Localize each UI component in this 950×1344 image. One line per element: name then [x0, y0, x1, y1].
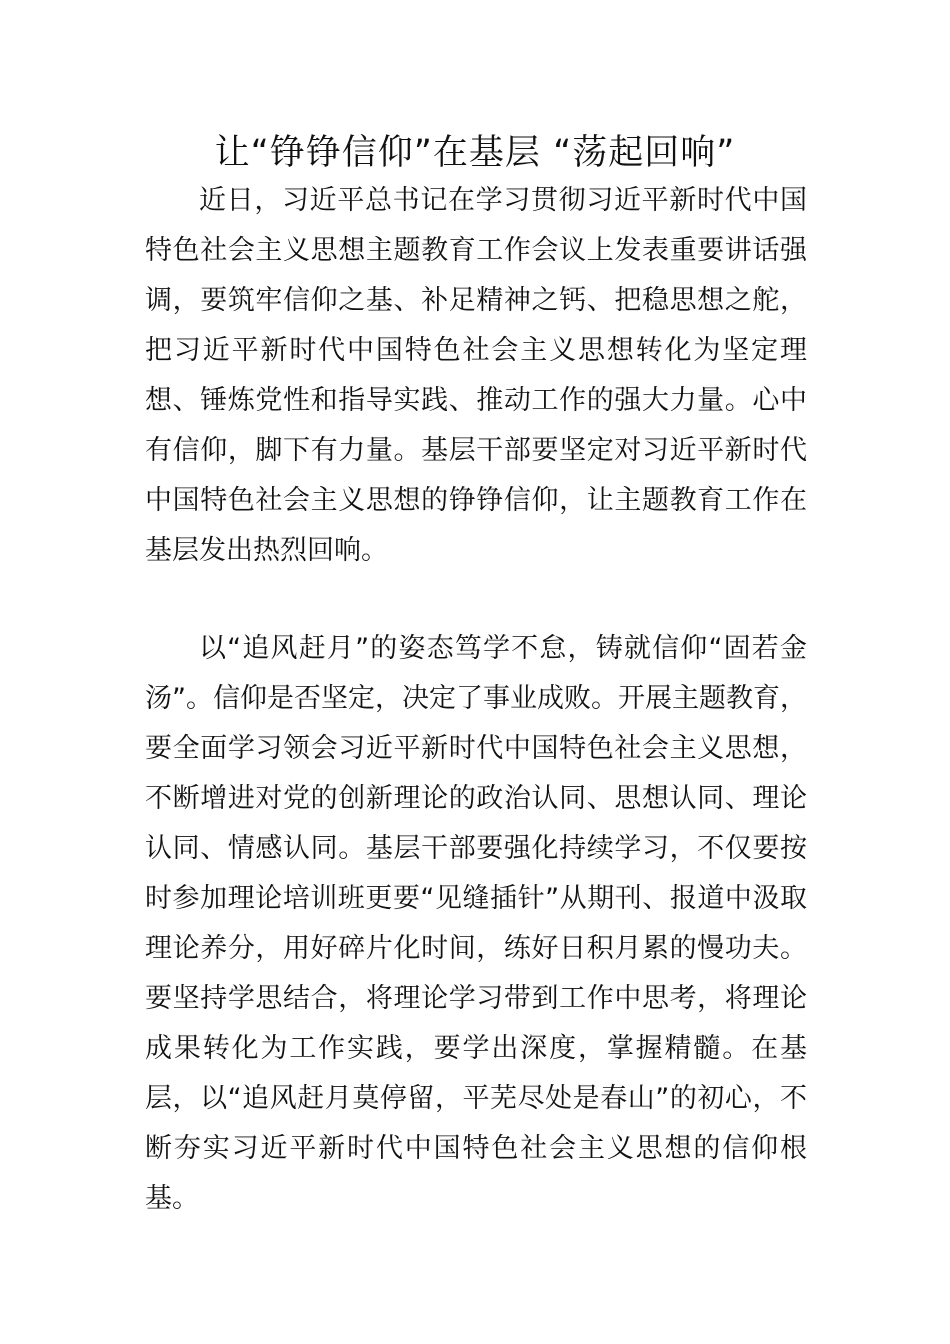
paragraph-1: 近日，习近平总书记在学习贯彻习近平新时代中国特色社会主义思想主题教育工作会议上发表重要讲话强调，要筑牢信仰之基、补足精神之钙、把稳思想之舵，把习近平新时代中国特色社会主义思想转化为坚定理想、锤炼党性和指导实践、推动工作的强大力量。心中有信仰，脚下有力量。基层干部要坚定对习近平新时代中国特色社会主义思想的铮铮信仰，让主题教育工作在基层发出热烈回响。 [145, 185, 807, 566]
document-title: 让“铮铮信仰”在基层 “荡起回响” [214, 133, 736, 173]
paragraph-2: 以“追风赶月”的姿态笃学不怠，铸就信仰“固若金汤”。信仰是否坚定，决定了事业成败。开展主题教育，要全面学习领会习近平新时代中国特色社会主义思想，不断增进对党的创新理论的政治认同、思想认同、理论认同、情感认同。基层干部要强化持续学习，不仅要按时参加理论培训班更要“见缝插针”从期刊、报道中汲取理论养分，用好碎片化时间，练好日积月累的慢功夫。要坚持学思结合，将理论学习带到工作中思考，将理论成果转化为工作实践，要学出深度，掌握精髓。在基层，以“追风赶月莫停留，平芜尽处是春山”的初心，不断夯实习近平新时代中国特色社会主义思想的信仰根基。 [145, 633, 807, 1214]
